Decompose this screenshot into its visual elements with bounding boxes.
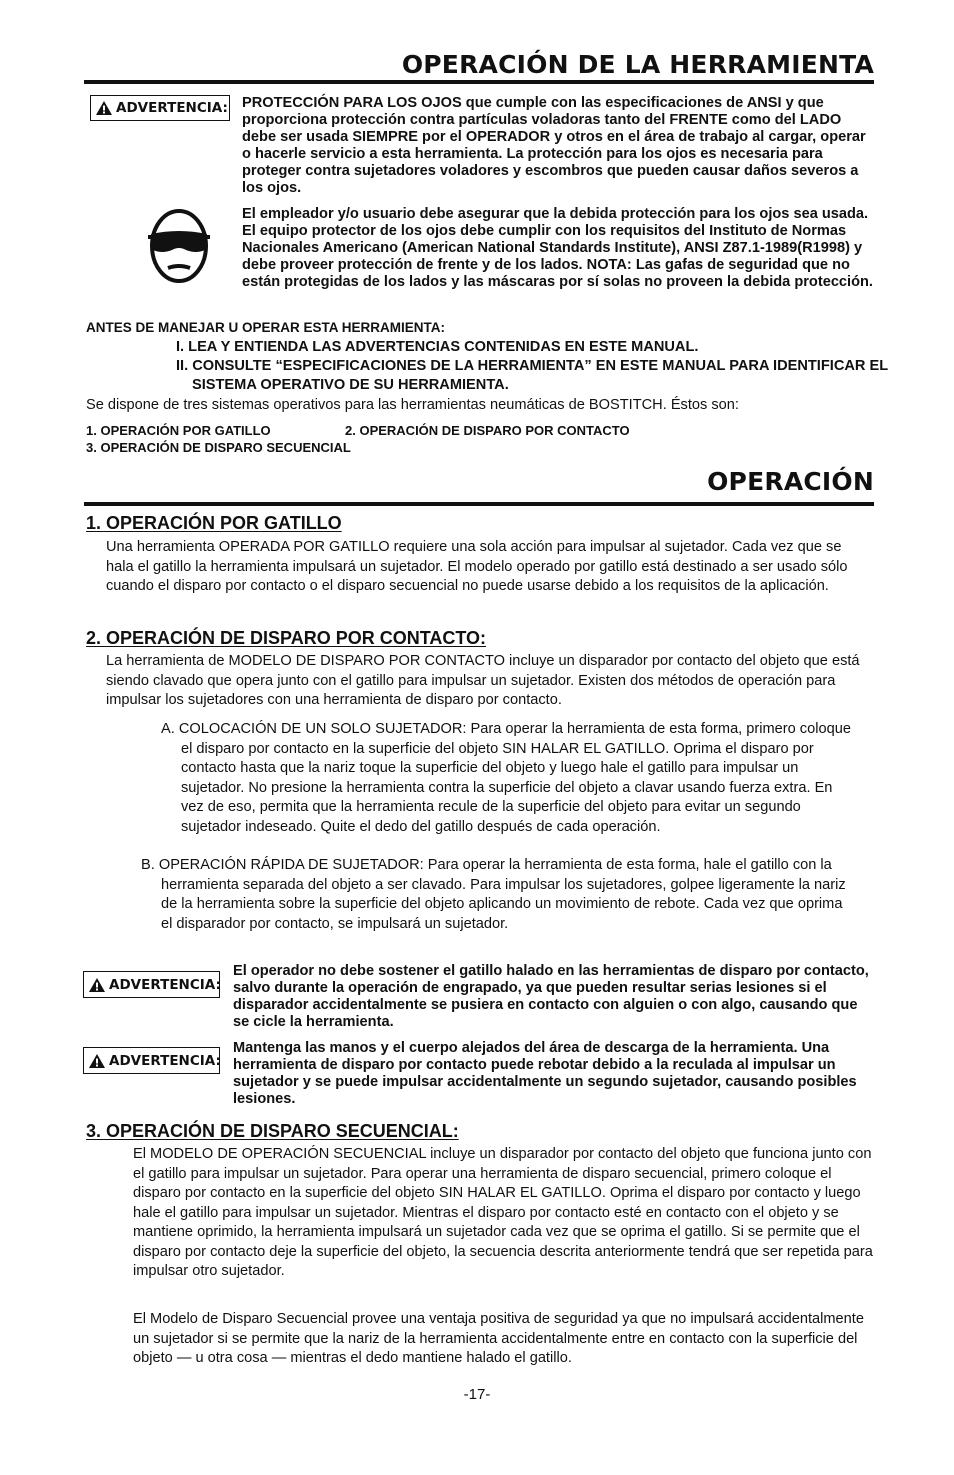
contact-body: La herramienta de MODELO DE DISPARO POR CONTACTO incluye un disparador por contacto del objeto que está siendo clavado que opera junto con el gatillo para impulsar un sujetador. Existen dos métodos de operación para impulsar los sujetadores con una herramienta de disparo por contacto. [106, 653, 860, 708]
contact-item-b: B. OPERACIÓN RÁPIDA DE SUJETADOR: Para operar la herramienta de esta forma, hale el gatillo con la herramienta separada del objeto a ser clavado. Para impulsar los sujetadores, golpee ligeramente la nariz de la herramienta sobre la superficie del objeto aplicando un movimiento de rebote. Cada vez que oprima el disparador por contacto, se impulsará un sujetador. [141, 857, 846, 932]
contact-item-a: A. COLOCACIÓN DE UN SOLO SUJETADOR: Para operar la herramienta de esta forma, primero coloque el disparo por contacto en la superficie del objeto SIN HALAR EL GATILLO. Oprima el disparo por contacto hasta que la nariz toque la superficie del objeto y luego hale el gatillo para impulsar un sujetador. No presione la herramienta contra la superficie del objeto a clavar usando fuerza extra. En vez de eso, permita que la herramienta recule de la superficie del objeto para evitar un segundo sujetador indeseado. Quite el dedo del gatillo después de cada operación. [161, 721, 851, 835]
eye-protection-paragraph-1: PROTECCIÓN PARA LOS OJOS que cumple con las especificaciones de ANSI y que proporciona protección contra partículas voladoras tanto del FRENTE como del LADO debe ser usada SIEMPRE por el OPERADOR y otros en el área de trabajo al cargar, operar o hacerle servicio a esta herramienta. La protección para los ojos es necesaria para proteger contra sujetadores voladores y escombros que pueden causar daños severos a los ojos. [242, 95, 866, 196]
warning-badge [90, 95, 230, 121]
eye-protection-paragraph-2: El empleador y/o usuario debe asegurar que la debida protección para los ojos sea usada. El equipo protector de los ojos debe cumplir con los requisitos del Instituto de Normas Nacionales Americano (American National Standards Institute), ANSI Z87.1-1989(R1998) y debe proveer protección de frente y de los lados. NOTA: Las gafas de seguridad que no están protegidas de los lados y las máscaras por sí solas no proveen la debida protección. [242, 206, 873, 290]
contact-warning-1: El operador no debe sostener el gatillo halado en las herramientas de disparo por contacto, salvo durante la operación de engrapado, ya que pueden resultar serias lesiones si el disparador accidentalmente se pusiera en contacto con alguien o con algo, causando que se cicle la herramienta. [233, 963, 869, 1030]
trigger-heading: 1. OPERACIÓN POR GATILLO [86, 513, 342, 533]
before-operating-item-1: I. LEA Y ENTIENDA LAS ADVERTENCIAS CONTENIDAS EN ESTE MANUAL. [176, 339, 699, 355]
before-operating-heading: ANTES DE MANEJAR U OPERAR ESTA HERRAMIENTA: [86, 320, 446, 335]
system-3: 3. OPERACIÓN DE DISPARO SECUENCIAL [86, 440, 351, 455]
safety-goggles-icon [146, 206, 212, 291]
warning-badge [83, 971, 220, 998]
system-1: 1. OPERACIÓN POR GATILLO [86, 423, 271, 438]
contact-heading: 2. OPERACIÓN DE DISPARO POR CONTACTO: [86, 628, 487, 648]
page-title: OPERACIÓN DE LA HERRAMIENTA [401, 50, 874, 79]
section-title: OPERACIÓN [707, 467, 874, 496]
trigger-body: Una herramienta OPERADA POR GATILLO requiere una sola acción para impulsar al sujetador. Cada vez que se hala el gatillo la herramienta impulsará un sujetador. El modelo operado por gatillo está destinado a ser usado sólo cuando el disparo por contacto o el disparo secuencial no puede usarse debido a los requisitos de la aplicación. [106, 539, 848, 594]
before-operating-item-2: II. CONSULTE “ESPECIFICACIONES DE LA HERRAMIENTA” EN ESTE MANUAL PARA IDENTIFICAR EL SISTEMA OPERATIVO DE SU HERRAMIENTA. [176, 358, 888, 393]
systems-intro: Se dispone de tres sistemas operativos para las herramientas neumáticas de BOSTITCH. Éstos son: [86, 397, 739, 413]
sequential-body-2: El Modelo de Disparo Secuencial provee una ventaja positiva de seguridad ya que no impulsará accidentalmente un sujetador si se permite que la nariz de la herramienta accidentalmente entre en contacto con la superficie del objeto — u otra cosa — mientras el dedo mantiene halado el gatillo. [133, 1311, 864, 1366]
warning-label: ADVERTENCIA: [109, 976, 221, 993]
system-2: 2. OPERACIÓN DE DISPARO POR CONTACTO [345, 423, 630, 438]
warning-label: ADVERTENCIA: [109, 1052, 221, 1069]
section-rule [84, 502, 874, 506]
warning-badge [83, 1047, 220, 1074]
warning-label: ADVERTENCIA: [116, 100, 228, 116]
warning-triangle-icon [88, 1053, 106, 1069]
sequential-body-1: El MODELO DE OPERACIÓN SECUENCIAL incluye un disparador por contacto del objeto que funciona junto con el gatillo para impulsar un sujetador. Para operar una herramienta de disparo secuencial, primero coloque el disparo por contacto en la superficie del objeto SIN HALAR EL GATILLO. Oprima el disparo por contacto y luego hale el gatillo para impulsar un sujetador. Mientras el disparo por contacto esté en contacto con el objeto y se mantiene oprimido, la herramienta impulsará un sujetador cada vez que se oprima el gatillo. Si se permite que el disparo por contacto deje la superficie del objeto, la secuencia descrita anteriormente tendrá que ser repetida para impulsar otro sujetador. [133, 1146, 873, 1279]
warning-triangle-icon [88, 977, 106, 993]
title-rule [84, 80, 874, 84]
contact-warning-2: Mantenga las manos y el cuerpo alejados del área de descarga de la herramienta. Una herramienta de disparo por contacto puede rebotar debido a la reculada al impulsar un sujetador y se puede impulsar accidentalmente un segundo sujetador, causando posibles lesiones. [233, 1040, 857, 1107]
sequential-heading: 3. OPERACIÓN DE DISPARO SECUENCIAL: [86, 1121, 459, 1141]
page-number: -17- [463, 1386, 491, 1403]
warning-triangle-icon [95, 100, 113, 116]
